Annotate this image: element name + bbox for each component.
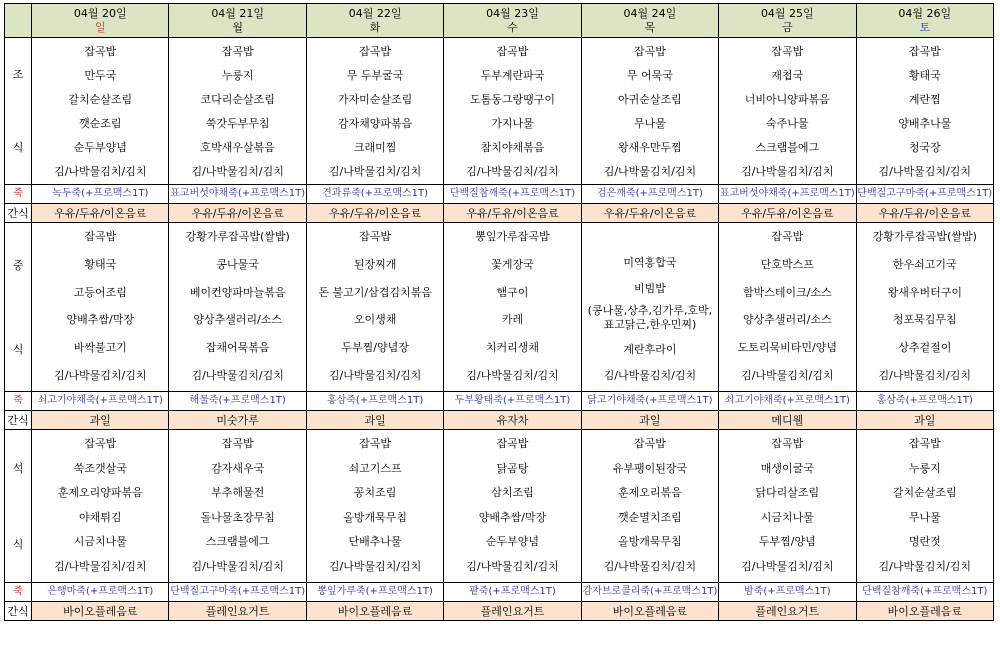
- menu-item: 미역홍합국: [623, 256, 677, 270]
- lunch_juk-cell: 쇠고기야채죽(+프로맥스1T): [719, 392, 856, 411]
- menu-item: 왕새우버터구이: [887, 285, 962, 299]
- dinner-cell: [581, 430, 718, 583]
- dinner_juk-cell: 은행마죽(+프로맥스1T): [32, 583, 169, 602]
- day-date: 04월 24일: [623, 6, 677, 20]
- menu-item: 치커리생채: [485, 341, 540, 355]
- lunch-cell: [169, 223, 306, 392]
- menu-item: 훈제오리볶음: [618, 486, 682, 500]
- menu-item: 돌나물초장무침: [200, 510, 275, 524]
- lunch_juk-cell: 닭고기야채죽(+프로맥스1T): [581, 392, 718, 411]
- day-of-week: 화: [369, 20, 381, 34]
- menu-item: 김/나박물김치/김치: [603, 368, 697, 382]
- menu-item: 양상추샐러리/소스: [193, 313, 283, 327]
- menu-item: 감자채양파볶음: [337, 117, 413, 130]
- menu-item: 두부찜/양념: [758, 535, 816, 549]
- menu-item: 잡곡밥: [84, 437, 117, 450]
- menu-item: (콩나물,상추,김가루,호박,표고닭근,한우민찌): [587, 303, 713, 331]
- menu-item: 잡곡밥: [221, 45, 254, 58]
- lunch_snack-label: 간식: [5, 411, 32, 430]
- menu-item: 황태국: [908, 69, 941, 82]
- menu-item: 김/나박물김치/김치: [878, 165, 971, 178]
- menu-item: 올방개묵무침: [343, 510, 407, 524]
- menu-item: 잡곡밥: [633, 437, 666, 450]
- menu-item: 김/나박물김치/김치: [466, 368, 559, 382]
- breakfast_juk-cell: 단백질참깨죽(+프로맥스1T): [444, 185, 581, 204]
- day-date: 04월 25일: [760, 6, 814, 20]
- day-date: 04월 26일: [898, 6, 952, 20]
- breakfast_juk-cell: 견과류죽(+프로맥스1T): [306, 185, 443, 204]
- lunch_juk-cell: 두부황태죽(+프로맥스1T): [444, 392, 581, 411]
- dinner_snack-cell: 바이오플레음료: [856, 602, 993, 621]
- menu-item: 김/나박물김치/김치: [191, 368, 284, 382]
- menu-item: 햄구이: [496, 285, 529, 299]
- menu-item: 카레: [501, 313, 524, 327]
- breakfast_snack-cell: 우유/두유/이온음료: [581, 204, 718, 223]
- day-of-week: 토: [919, 20, 931, 34]
- menu-item: 스크램블에그: [205, 535, 270, 549]
- dinner-row: [5, 430, 994, 583]
- lunch_juk-label: 죽: [5, 392, 32, 411]
- menu-item: 김/나박물김치/김치: [878, 368, 971, 382]
- menu-item: 김/나박물김치/김치: [191, 559, 284, 573]
- menu-item: 왕새우만두찜: [618, 141, 682, 154]
- menu-item: 깻순조림: [79, 117, 122, 130]
- day-date: 04월 21일: [211, 6, 265, 20]
- menu-item: 쑥갓두부무침: [205, 117, 270, 130]
- header-row: [5, 4, 994, 38]
- menu-item: 도토리묵비타민/양념: [737, 341, 837, 355]
- menu-item: 잡채어묵볶음: [205, 341, 270, 355]
- menu-item: 김/나박물김치/김치: [878, 559, 971, 573]
- menu-item: 숙주나물: [766, 117, 809, 130]
- day-date: 04월 20일: [73, 6, 127, 20]
- menu-item: 청국장: [908, 141, 941, 154]
- menu-item: 명란젓: [908, 535, 941, 549]
- dinner-cell: [32, 430, 169, 583]
- lunch-cell: [306, 223, 443, 392]
- menu-item: 베이컨양파마늘볶음: [189, 285, 286, 299]
- menu-item: 잡곡밥: [771, 230, 804, 243]
- menu-item: 재첩국: [771, 69, 804, 82]
- dinner_juk-cell: 단백질참깨죽(+프로맥스1T): [856, 583, 993, 602]
- menu-item: 김/나박물김치/김치: [603, 559, 697, 573]
- lunch-label-top: 중: [12, 258, 24, 272]
- menu-item: 함박스테이크/소스: [742, 285, 832, 299]
- day-header: [581, 4, 718, 38]
- menu-item: 누룽지: [221, 69, 254, 82]
- lunch_snack-cell: 과일: [581, 411, 718, 430]
- dinner-label-bottom: 식: [12, 537, 24, 551]
- menu-item: 김/나박물김치/김치: [741, 559, 834, 573]
- dinner_snack-cell: 플레인요거트: [444, 602, 581, 621]
- breakfast-cell: [719, 38, 856, 185]
- menu-item: 양상추샐러리/소스: [742, 313, 832, 327]
- menu-item: 가자미순살조림: [337, 93, 413, 106]
- menu-item: 잡곡밥: [908, 437, 941, 450]
- menu-item: [582, 225, 718, 249]
- menu-item: 잡곡밥: [359, 45, 392, 58]
- breakfast-row: [5, 38, 994, 185]
- menu-item: 양배추쌈/막장: [478, 510, 547, 524]
- menu-item: 잡곡밥: [359, 230, 392, 243]
- menu-item: 닭다리살조림: [755, 486, 820, 500]
- lunch-label-bottom: 식: [12, 342, 24, 356]
- menu-item: 한우쇠고기국: [892, 257, 957, 271]
- lunch_juk-cell: 홍삼죽(+프로맥스1T): [856, 392, 993, 411]
- menu-item: 갈치순살조림: [892, 486, 957, 500]
- breakfast-cell: [581, 38, 718, 185]
- menu-item: 시금치나물: [760, 510, 814, 524]
- menu-item: 김/나박물김치/김치: [466, 165, 559, 178]
- menu-item: 순두부양념: [485, 535, 540, 549]
- menu-item: 잡곡밥: [359, 437, 392, 450]
- menu-item: 잡곡밥: [771, 437, 804, 450]
- lunch-cell: [32, 223, 169, 392]
- breakfast_snack-row: [5, 204, 994, 223]
- menu-item: 잡곡밥: [221, 437, 254, 450]
- menu-item: 잡곡밥: [908, 45, 941, 58]
- menu-item: 잡곡밥: [496, 45, 529, 58]
- menu-item: 돈 불고기/삼겹김치볶음: [318, 285, 432, 299]
- menu-item: 무나물: [633, 117, 666, 130]
- dinner_snack-cell: 바이오플레음료: [32, 602, 169, 621]
- menu-item: 두부계란파국: [480, 69, 545, 82]
- menu-item: 단배추나물: [348, 535, 402, 549]
- lunch_snack-cell: 과일: [856, 411, 993, 430]
- breakfast-cell: [856, 38, 993, 185]
- dinner-label-top: 석: [12, 461, 24, 475]
- lunch_snack-cell: 과일: [306, 411, 443, 430]
- menu-item: 코다리순살조림: [200, 93, 275, 106]
- menu-item: 김/나박물김치/김치: [54, 165, 147, 178]
- menu-item: 계란후라이: [623, 342, 677, 356]
- day-header: [856, 4, 993, 38]
- dinner-label: [5, 430, 32, 583]
- dinner-cell: [306, 430, 443, 583]
- menu-item: 상추겉절이: [898, 341, 952, 355]
- menu-item: 잡곡밥: [771, 45, 804, 58]
- breakfast-label-top: 조: [12, 68, 24, 81]
- dinner_snack-cell: 바이오플레음료: [581, 602, 718, 621]
- menu-item: 깻순멸치조림: [618, 510, 682, 524]
- day-header: [306, 4, 443, 38]
- menu-item: 오이생채: [353, 313, 397, 327]
- menu-item: 호박새우살볶음: [200, 141, 275, 154]
- breakfast-label-bottom: 식: [12, 141, 24, 154]
- dinner-cell: [169, 430, 306, 583]
- lunch_juk-cell: 쇠고기야채죽(+프로맥스1T): [32, 392, 169, 411]
- menu-item: 삼치조림: [491, 486, 534, 500]
- dinner-cell: [444, 430, 581, 583]
- dinner_juk-cell: 팥죽(+프로맥스1T): [444, 583, 581, 602]
- day-of-week: 금: [781, 20, 793, 34]
- menu-item: 강황가루잡곡밥(쌀밥): [185, 230, 290, 243]
- menu-item: 양배추나물: [898, 117, 952, 130]
- menu-item: 닭곰탕: [496, 461, 529, 475]
- menu-item: 시금치나물: [73, 535, 127, 549]
- day-header: [169, 4, 306, 38]
- menu-item: 김/나박물김치/김치: [741, 165, 834, 178]
- menu-item: 김/나박물김치/김치: [466, 559, 559, 573]
- breakfast-cell: [306, 38, 443, 185]
- dinner_juk-row: [5, 583, 994, 602]
- breakfast-label: [5, 38, 32, 185]
- day-header: [719, 4, 856, 38]
- menu-item: 훈제오리양파볶음: [57, 486, 143, 500]
- lunch-row: [5, 223, 994, 392]
- day-date: 04월 23일: [486, 6, 539, 20]
- menu-item: 가지나물: [491, 117, 534, 130]
- breakfast_juk-cell: 표고버섯야채죽(+프로맥스1T): [169, 185, 306, 204]
- lunch-cell: [719, 223, 856, 392]
- menu-item: 계란찜: [908, 93, 941, 106]
- day-header: [32, 4, 169, 38]
- day-header: [444, 4, 581, 38]
- breakfast-cell: [169, 38, 306, 185]
- menu-item: 김/나박물김치/김치: [54, 368, 147, 382]
- breakfast_snack-cell: 우유/두유/이온음료: [306, 204, 443, 223]
- menu-item: 스크램블에그: [755, 141, 820, 154]
- menu-item: 올방개묵무침: [618, 535, 682, 549]
- menu-item: 단호박스프: [760, 257, 814, 271]
- menu-item: 김/나박물김치/김치: [328, 368, 422, 382]
- menu-item: 콩나물국: [216, 257, 259, 271]
- day-of-week: 일: [94, 20, 106, 34]
- menu-item: 부추해물전: [211, 486, 265, 500]
- menu-item: 누룽지: [908, 461, 941, 475]
- dinner_juk-cell: 단백질고구마죽(+프로맥스1T): [169, 583, 306, 602]
- menu-item: 김/나박물김치/김치: [741, 368, 834, 382]
- menu-item: 감자새우국: [211, 461, 265, 475]
- menu-item: 참치야채볶음: [480, 141, 545, 154]
- dinner_snack-row: [5, 602, 994, 621]
- menu-item: 김/나박물김치/김치: [191, 165, 284, 178]
- lunch_snack-cell: 미숫가루: [169, 411, 306, 430]
- menu-item: 김/나박물김치/김치: [54, 559, 147, 573]
- menu-item: 무나물: [908, 510, 941, 524]
- dinner_juk-cell: 뽕잎가루죽(+프로맥스1T): [306, 583, 443, 602]
- menu-item: 된장찌개: [353, 257, 397, 271]
- menu-item: 잡곡밥: [496, 437, 529, 450]
- breakfast_snack-cell: 우유/두유/이온음료: [32, 204, 169, 223]
- menu-item: 양배추쌈/막장: [66, 313, 135, 327]
- menu-item: 도톰동그랑땡구이: [469, 93, 555, 106]
- menu-item: 바싹불고기: [73, 341, 127, 355]
- breakfast_juk-cell: 녹두죽(+프로맥스1T): [32, 185, 169, 204]
- menu-item: 잡곡밥: [84, 230, 117, 243]
- lunch_juk-row: [5, 392, 994, 411]
- menu-item: 아귀순살조림: [618, 93, 682, 106]
- menu-item: 매생이굴국: [760, 461, 814, 475]
- lunch_snack-cell: 메디웰: [719, 411, 856, 430]
- header-corner: [5, 4, 32, 38]
- menu-item: 김/나박물김치/김치: [328, 559, 422, 573]
- dinner_snack-cell: 바이오플레음료: [306, 602, 443, 621]
- menu-item: 김/나박물김치/김치: [603, 165, 697, 178]
- menu-item: 잡곡밥: [633, 45, 666, 58]
- breakfast_snack-label: 간식: [5, 204, 32, 223]
- menu-item: 고등어조림: [73, 285, 127, 299]
- day-of-week: 월: [232, 20, 243, 34]
- lunch_juk-cell: 홍삼죽(+프로맥스1T): [306, 392, 443, 411]
- dinner_snack-label: 간식: [5, 602, 32, 621]
- breakfast_snack-cell: 우유/두유/이온음료: [719, 204, 856, 223]
- day-of-week: 목: [644, 20, 656, 34]
- lunch_snack-cell: 유자차: [444, 411, 581, 430]
- dinner-cell: [856, 430, 993, 583]
- dinner_snack-cell: 플레인요거트: [169, 602, 306, 621]
- lunch_snack-row: [5, 411, 994, 430]
- menu-item: 만두국: [84, 69, 117, 82]
- menu-item: 김/나박물김치/김치: [328, 165, 422, 178]
- lunch_snack-cell: 과일: [32, 411, 169, 430]
- menu-item: 너비아니양파볶음: [744, 93, 830, 106]
- breakfast_juk-cell: 단백질고구마죽(+프로맥스1T): [856, 185, 993, 204]
- day-date: 04월 22일: [348, 6, 402, 20]
- dinner_juk-cell: 감자브로콜리죽(+프로맥스1T): [581, 583, 718, 602]
- menu-item: 꽁치조림: [353, 486, 397, 500]
- breakfast_snack-cell: 우유/두유/이온음료: [856, 204, 993, 223]
- menu-item: 꽃게장국: [491, 257, 534, 271]
- lunch_juk-cell: 해물죽(+프로맥스1T): [169, 392, 306, 411]
- breakfast-cell: [32, 38, 169, 185]
- breakfast_snack-cell: 우유/두유/이온음료: [169, 204, 306, 223]
- menu-item: 황태국: [84, 257, 117, 271]
- menu-item: 순두부양념: [73, 141, 127, 154]
- lunch-cell: [581, 223, 718, 392]
- menu-item: 쑥조갯살국: [73, 461, 127, 475]
- breakfast_juk-label: 죽: [5, 185, 32, 204]
- breakfast_juk-cell: 표고버섯야채죽(+프로맥스1T): [719, 185, 856, 204]
- dinner_juk-cell: 밤죽(+프로맥스1T): [719, 583, 856, 602]
- breakfast_juk-row: [5, 185, 994, 204]
- menu-item: 갈치순살조림: [68, 93, 133, 106]
- breakfast-cell: [444, 38, 581, 185]
- menu-item: 청포묵김무침: [892, 313, 957, 327]
- lunch-cell: [856, 223, 993, 392]
- menu-item: 비빔밥: [633, 282, 666, 296]
- menu-item: 강황가루잡곡밥(쌀밥): [872, 230, 977, 243]
- menu-item: 유부팽이된장국: [612, 461, 688, 475]
- breakfast_snack-cell: 우유/두유/이온음료: [444, 204, 581, 223]
- dinner-cell: [719, 430, 856, 583]
- lunch-cell: [444, 223, 581, 392]
- menu-item: 야채튀김: [79, 510, 122, 524]
- breakfast_juk-cell: 검은깨죽(+프로맥스1T): [581, 185, 718, 204]
- weekly-menu-table: [4, 3, 994, 621]
- menu-item: 잡곡밥: [84, 45, 117, 58]
- dinner_juk-label: 죽: [5, 583, 32, 602]
- menu-item: 무 어묵국: [626, 69, 673, 82]
- lunch-label: [5, 223, 32, 392]
- menu-item: 무 두부굴국: [346, 69, 404, 82]
- menu-item: 쇠고기스프: [348, 461, 402, 475]
- day-of-week: 수: [507, 20, 518, 34]
- menu-item: 두부찜/양념장: [341, 341, 409, 355]
- dinner_snack-cell: 플레인요거트: [719, 602, 856, 621]
- menu-item: 크래미찜: [353, 141, 397, 154]
- menu-item: 뽕잎가루잡곡밥: [475, 230, 550, 243]
